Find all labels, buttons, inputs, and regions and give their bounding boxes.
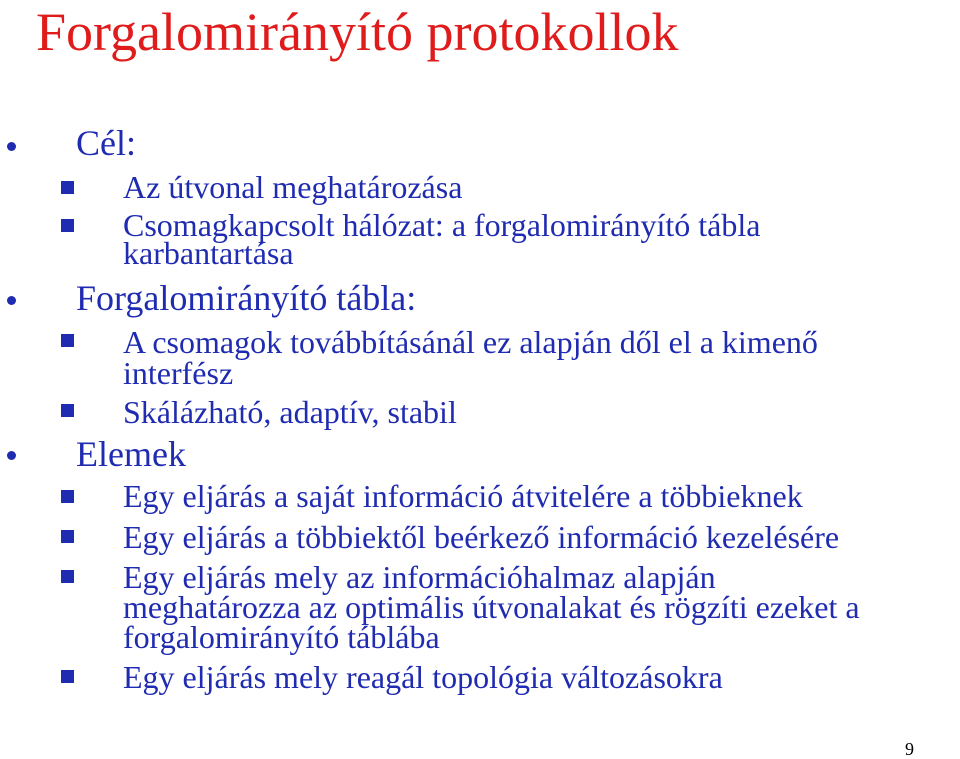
slide-title: Forgalomirányító protokollok bbox=[36, 2, 679, 62]
bullet-dot-icon bbox=[7, 451, 16, 460]
bullet-square-icon bbox=[61, 219, 74, 232]
bullet-square-icon bbox=[61, 404, 74, 417]
list-item-line: Egy eljárás a többiektől beérkező információ kezelésére bbox=[123, 519, 840, 555]
list-item-line: Egy eljárás mely az információhalmaz alapján bbox=[123, 559, 716, 595]
list-item-line: Skálázható, adaptív, stabil bbox=[123, 394, 457, 430]
bullet-dot-icon bbox=[7, 142, 16, 151]
list-item-line: forgalomirányító táblába bbox=[123, 619, 440, 655]
bullet-dot-icon bbox=[7, 296, 16, 305]
list-item-line: Az útvonal meghatározása bbox=[123, 169, 463, 205]
bullet-square-icon bbox=[61, 570, 74, 583]
list-item-line: A csomagok továbbításánál ez alapján dől el a kimenő bbox=[123, 324, 818, 360]
list-item-line: meghatározza az optimális útvonalakat és rögzíti ezeket a bbox=[123, 589, 860, 625]
bullet-square-icon bbox=[61, 334, 74, 347]
bullet-square-icon bbox=[61, 670, 74, 683]
section-heading: Forgalomirányító tábla: bbox=[76, 278, 417, 318]
bullet-square-icon bbox=[61, 530, 74, 543]
page-number: 9 bbox=[905, 739, 914, 759]
list-item-line: Csomagkapcsolt hálózat: a forgalomirányító tábla bbox=[123, 207, 761, 243]
section-heading: Cél: bbox=[76, 123, 136, 163]
bullet-square-icon bbox=[61, 490, 74, 503]
list-item-line: Egy eljárás mely reagál topológia változásokra bbox=[123, 659, 723, 695]
list-item-line: Egy eljárás a saját információ átvitelére a többieknek bbox=[123, 478, 803, 514]
bullet-square-icon bbox=[61, 181, 74, 194]
list-item-line: karbantartása bbox=[123, 235, 294, 271]
section-heading: Elemek bbox=[76, 434, 186, 474]
list-item-line: interfész bbox=[123, 355, 234, 391]
